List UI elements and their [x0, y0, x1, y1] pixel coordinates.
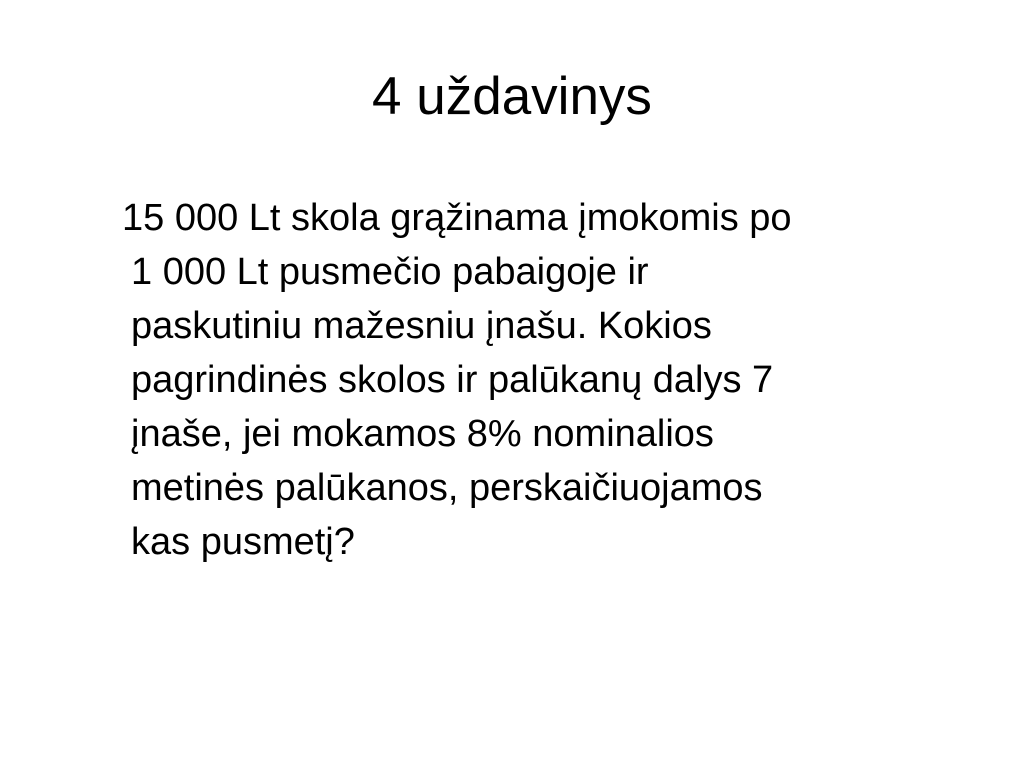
problem-text-line-7: kas pusmetį?	[131, 521, 355, 563]
problem-text-line-3: paskutiniu mažesniu įnašu. Kokios	[131, 305, 712, 347]
problem-text	[122, 191, 951, 569]
problem-text-line-6: metinės palūkanos, perskaičiuojamos	[131, 467, 763, 509]
problem-text-line-2: 1 000 Lt pusmečio pabaigoje ir	[131, 251, 649, 293]
slide-title: 4 uždavinys	[372, 67, 652, 126]
problem-text-line-5: įnaše, jei mokamos 8% nominalios	[131, 413, 714, 455]
problem-text-line-1: 15 000 Lt skola grąžinama įmokomis po	[122, 197, 792, 239]
problem-text-line-4: pagrindinės skolos ir palūkanų dalys 7	[131, 359, 774, 401]
